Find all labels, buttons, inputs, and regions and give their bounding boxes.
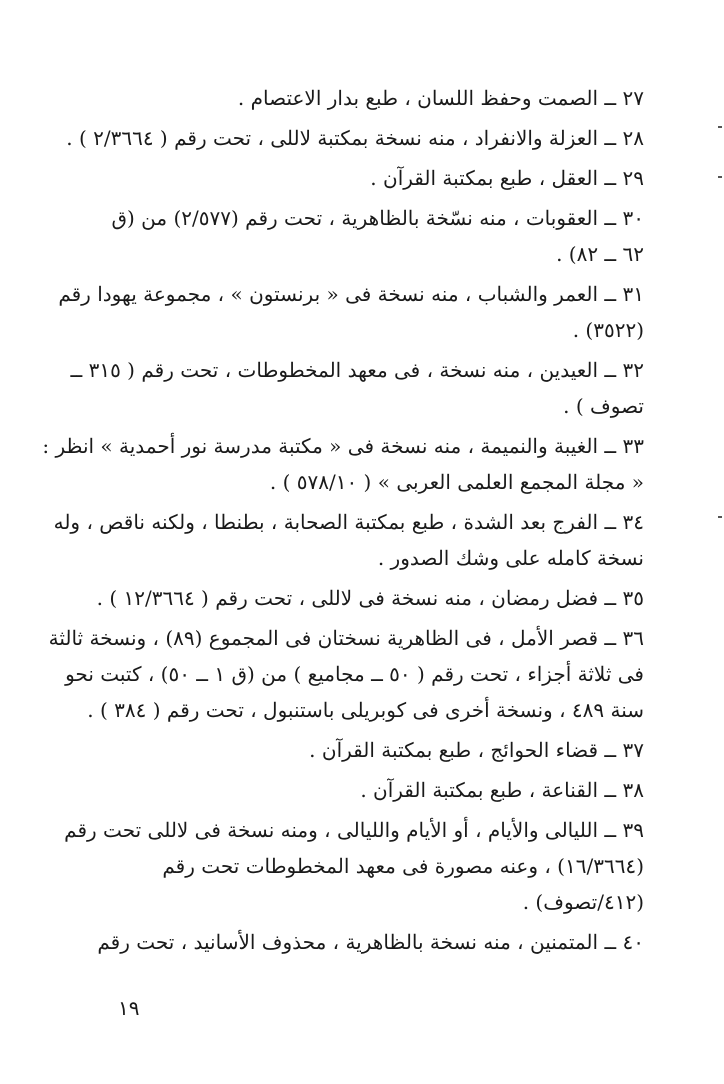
bibliography-list — [42, 80, 644, 960]
entry-line: ٣٢ ــ العيدين ، منه نسخة ، فى معهد المخطوطات ، تحت رقم ( ٣١٥ ــ — [70, 358, 644, 382]
entry-line: (٤١٢/تصوف) . — [522, 890, 644, 914]
list-item — [84, 80, 644, 116]
entry-line: ٣٤ ــ الفرج بعد الشدة ، طبع بمكتبة الصحابة ، بطنطا ، ولكنه ناقص ، وله — [53, 510, 644, 534]
entry-line: ٦٢ ــ ٨٢) . — [556, 242, 644, 266]
list-item — [84, 732, 644, 768]
entry-line: (١٦/٣٦٦٤) ، وعنه مصورة فى معهد المخطوطات تحت رقم — [162, 854, 644, 878]
list-item — [58, 276, 644, 348]
entry-line: ٣٥ ــ فضل رمضان ، منه نسخة فى لاللى ، تحت رقم ( ١٢/٣٦٦٤ ) . — [96, 586, 644, 610]
entry-line: ٣٣ ــ الغيبة والنميمة ، منه نسخة فى « مكتبة مدرسة نور أحمدية » انظر : — [42, 434, 644, 458]
list-item — [84, 924, 644, 960]
list-item — [84, 200, 644, 272]
list-item — [48, 620, 644, 728]
entry-line: ٣٨ ــ القناعة ، طبع بمكتبة القرآن . — [360, 778, 644, 802]
entry-line: ٣٠ ــ العقوبات ، منه نسّخة بالظاهرية ، تحت رقم (٢/٥٧٧) من (ق — [111, 206, 644, 230]
list-item — [66, 120, 644, 156]
list-item — [64, 812, 644, 920]
list-item — [84, 772, 644, 808]
entry-line: ٢٧ ــ الصمت وحفظ اللسان ، طبع بدار الاعتصام . — [237, 86, 644, 110]
list-item — [70, 352, 644, 424]
margin-mark — [718, 126, 722, 128]
margin-mark — [718, 516, 722, 518]
entry-line: ٣٦ ــ قصر الأمل ، فى الظاهرية نسختان فى المجموع (٨٩) ، ونسخة ثالثة — [48, 626, 644, 650]
entry-line: ٤٠ ــ المتمنين ، منه نسخة بالظاهرية ، محذوف الأسانيد ، تحت رقم — [97, 930, 644, 954]
entry-line: ٣٧ ــ قضاء الحوائج ، طبع بمكتبة القرآن . — [309, 738, 644, 762]
entry-line: سنة ٤٨٩ ، ونسخة أخرى فى كوبريلى باستنبول ، تحت رقم ( ٣٨٤ ) . — [87, 698, 644, 722]
entry-line: ٢٨ ــ العزلة والانفراد ، منه نسخة بمكتبة لاللى ، تحت رقم ( ٢/٣٦٦٤ ) . — [66, 126, 644, 150]
list-item — [53, 504, 644, 576]
margin-mark — [718, 176, 722, 178]
entry-line: نسخة كامله على وشك الصدور . — [377, 546, 644, 570]
list-item — [42, 428, 644, 500]
entry-line: ٣٩ ــ الليالى والأيام ، أو الأيام والليالى ، ومنه نسخة فى لاللى تحت رقم — [64, 818, 644, 842]
entry-line: (٣٥٢٢) . — [572, 318, 644, 342]
list-item — [84, 580, 644, 616]
entry-line: « مجلة المجمع العلمى العربى » ( ٥٧٨/١٠ ) . — [269, 470, 644, 494]
entry-line: تصوف ) . — [563, 394, 644, 418]
entry-line: ٢٩ ــ العقل ، طبع بمكتبة القرآن . — [370, 166, 644, 190]
entry-line: ٣١ ــ العمر والشباب ، منه نسخة فى « برنستون » ، مجموعة يهودا رقم — [58, 282, 644, 306]
entry-line: فى ثلاثة أجزاء ، تحت رقم ( ٥٠ ــ مجاميع ) من (ق ١ ــ ٥٠) ، كتبت نحو — [65, 662, 644, 686]
list-item — [84, 160, 644, 196]
page-number: ١٩ — [118, 996, 140, 1020]
